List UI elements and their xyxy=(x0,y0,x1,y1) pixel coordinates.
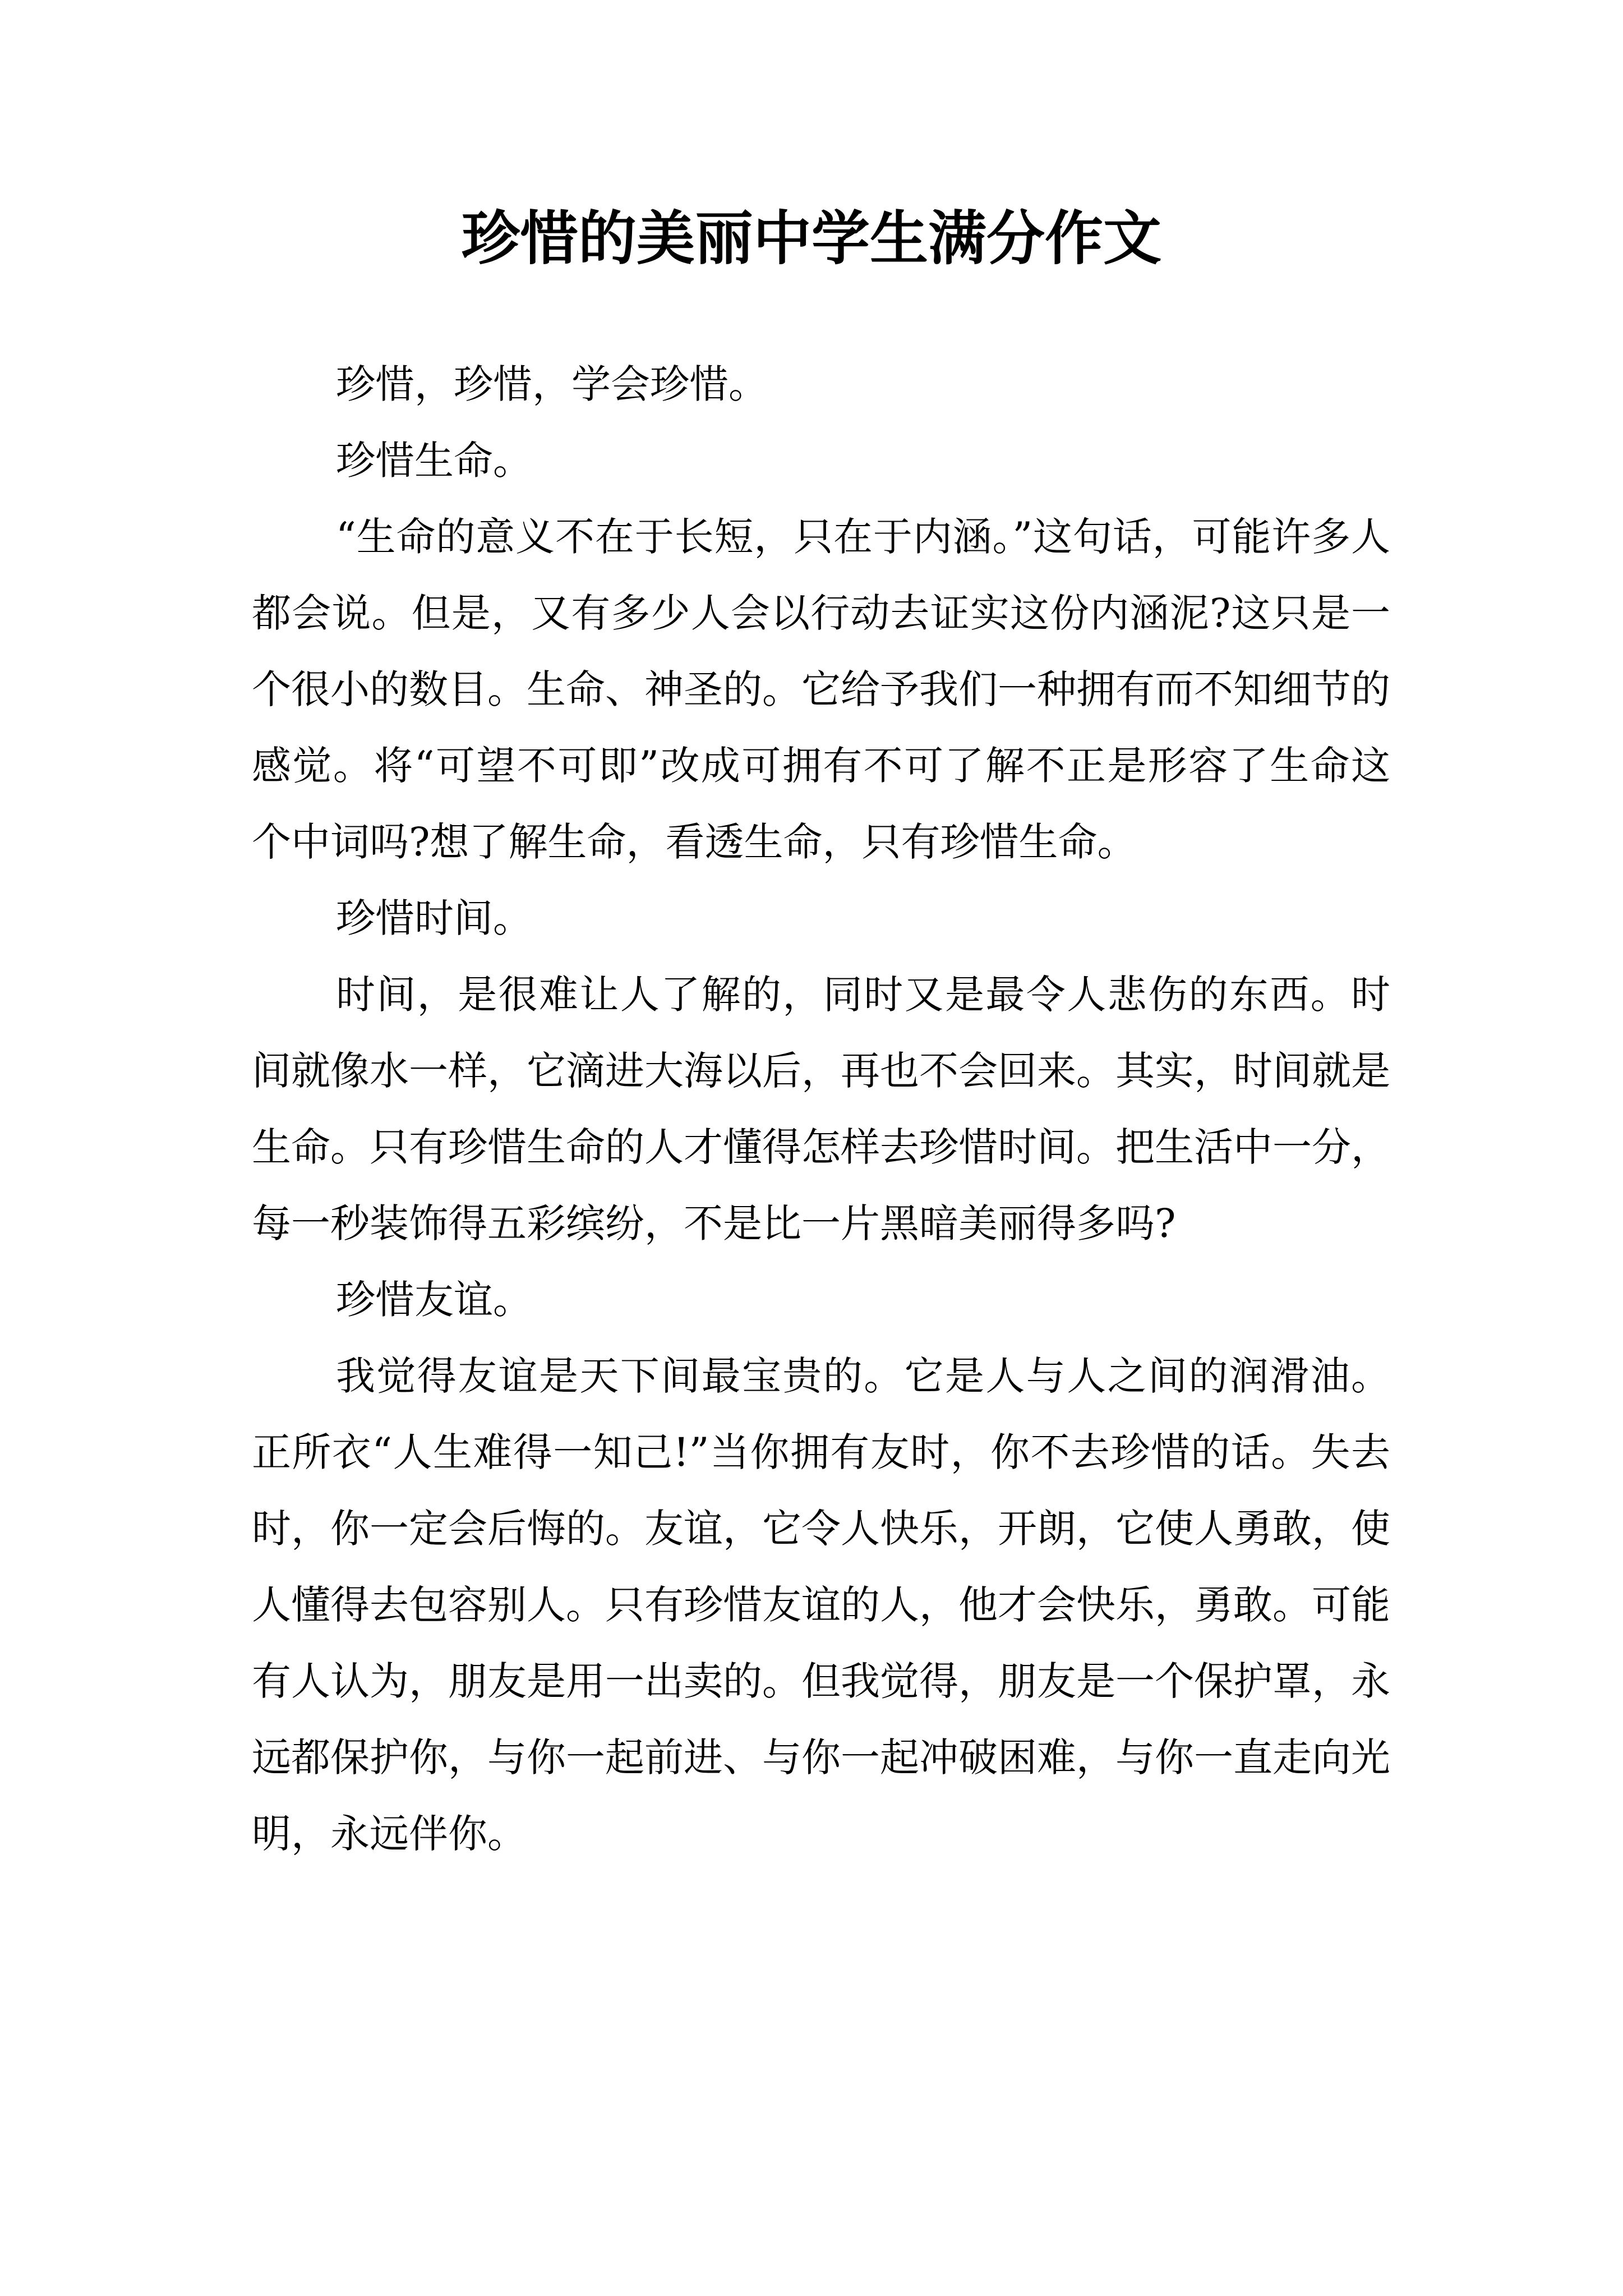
paragraph-friendship: 我觉得友谊是天下间最宝贵的。它是人与人之间的润滑油。正所衣“人生难得一知己!”当你拥有友时，你不去珍惜的话。失去时，你一定会后悔的。友谊，它令人快乐，开朗，它使人勇敢，使人懂得去包容别人。只有珍惜友谊的人，他才会快乐，勇敢。可能有人认为，朋友是用一出卖的。但我觉得，朋友是一个保护罩，永远都保护你，与你一起前进、与你一起冲破困难，与你一直走向光明，永远伴你。 xyxy=(252,1353,1390,1857)
paragraph-life: “生命的意义不在于长短，只在于内涵。”这句话，可能许多人都会说。但是，又有多少人会以行动去证实这份内涵泥?这只是一个很小的数目。生命、神圣的。它给予我们一种拥有而不知细节的感觉。将“可望不可即”改成可拥有不可了解不正是形容了生命这个中词吗?想了解生命，看透生命，只有珍惜生命。 xyxy=(252,514,1390,865)
paragraph-intro: 珍惜，珍惜，学会珍惜。 xyxy=(336,361,768,407)
paragraph-time: 时间，是很难让人了解的，同时又是最令人悲伤的东西。时间就像水一样，它滴进大海以后，再也不会回来。其实，时间就是生命。只有珍惜生命的人才懂得怎样去珍惜时间。把生活中一分，每一秒装饰得五彩缤纷，不是比一片黑暗美丽得多吗? xyxy=(252,972,1390,1246)
document-title: 珍惜的美丽中学生满分作文 xyxy=(461,204,1161,273)
heading-cherish-time: 珍惜时间。 xyxy=(336,895,532,941)
document-body xyxy=(252,346,1390,1872)
heading-cherish-life: 珍惜生命。 xyxy=(336,438,532,484)
heading-cherish-friendship: 珍惜友谊。 xyxy=(336,1277,532,1323)
